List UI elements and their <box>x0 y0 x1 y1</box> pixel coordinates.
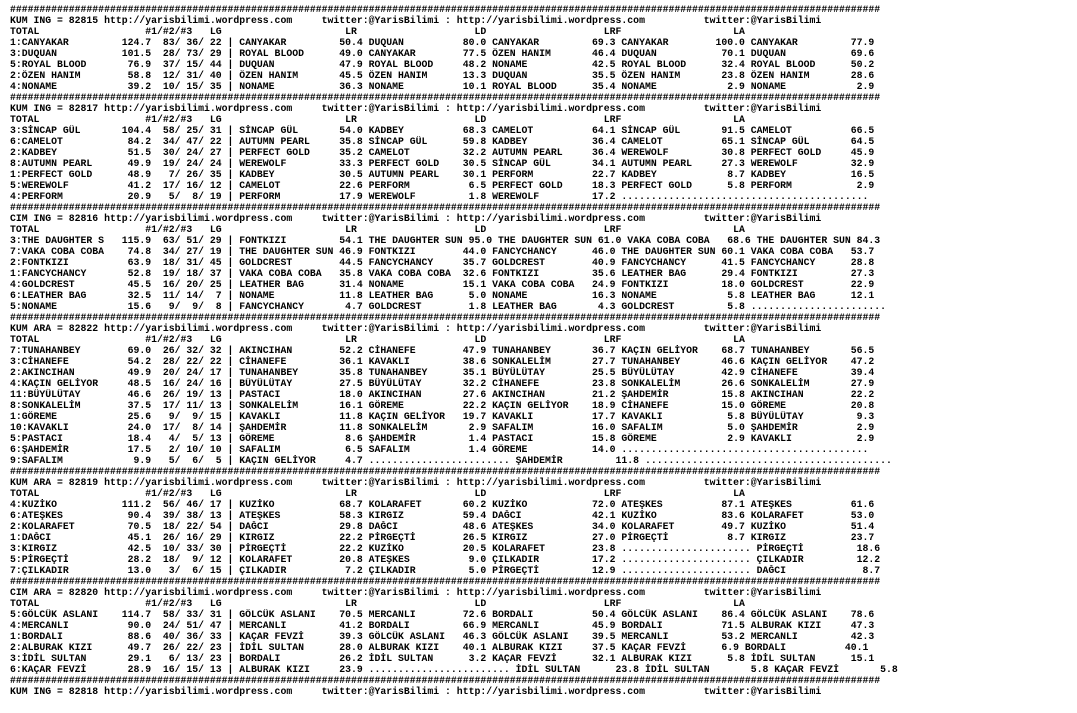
data-row: 2:KADBEY 51.5 30/ 24/ 27 | PERFECT GOLD 35.2 CAMELOT 32.2 AUTUMN PEARL 36.4 WEREWOLF 30.8 PERFECT GOLD 45.9 <box>10 147 875 158</box>
race-header-line: KUM ING = 82815 http://yarisbilimi.wordpress.com twitter:@YarisBilimi : http://yarisbilimi.wordpress.com twitter:@YarisBilimi <box>10 15 822 26</box>
race-header-line: KUM ING = 82818 http://yarisbilimi.wordpress.com twitter:@YarisBilimi : http://yarisbilimi.wordpress.com twitter:@YarisBilimi <box>10 686 822 697</box>
data-row: 11:BÜYÜLÜTAY 46.6 26/ 19/ 13 | PASTACI 18.0 AKINCIHAN 27.6 AKINCIHAN 21.2 ŞAHDEMİR 15.8 AKINCIHAN 22.2 <box>10 389 875 400</box>
data-row: 5:WEREWOLF 41.2 17/ 16/ 12 | CAMELOT 22.6 PERFORM 6.5 PERFECT GOLD 18.3 PERFECT GOLD 5.8 PERFORM 2.9 <box>10 180 875 191</box>
column-header-line: TOTAL #1/#2/#3 LG LR LD LRF LA <box>10 334 745 345</box>
data-row: 4:KUZİKO 111.2 56/ 46/ 17 | KUZİKO 68.7 KOLARAFET 60.2 KUZİKO 72.0 ATEŞKES 87.1 ATEŞKES 61.6 <box>10 499 875 510</box>
data-row: 1:CANYAKAR 124.7 83/ 36/ 22 | CANYAKAR 50.4 DUQUAN 80.0 CANYAKAR 69.3 CANYAKAR 100.0 CANYAKAR 77.9 <box>10 37 875 48</box>
separator-line: #################################################################################################################################################### <box>10 312 881 323</box>
column-header-line: TOTAL #1/#2/#3 LG LR LD LRF LA <box>10 114 745 125</box>
data-row: 3:DUQUAN 101.5 28/ 73/ 29 | ROYAL BLOOD 49.0 CANYAKAR 77.5 ÖZEN HANIM 46.4 DUQUAN 70.1 DUQUAN 69.6 <box>10 48 875 59</box>
data-row: 5:NONAME 15.6 9/ 9/ 8 | FANCYCHANCY 4.7 GOLDCREST 1.8 LEATHER BAG 4.3 GOLDCREST 5.8 ....................... <box>10 301 886 312</box>
data-row: 7:TUNAHANBEY 69.0 26/ 32/ 32 | AKINCIHAN 52.2 CİHANEFE 47.9 TUNAHANBEY 36.7 KAÇIN GELİYOR 68.7 TUNAHANBEY 56.5 <box>10 345 875 356</box>
data-row: 9:SAFALIM 9.9 5/ 6/ 5 | KAÇIN GELİYOR 4.7 ........................ ŞAHDEMİR 11.8 .......................................... <box>10 455 892 466</box>
data-row: 5:PİRGEÇTİ 28.2 18/ 9/ 12 | KOLARAFET 20.8 ATEŞKES 9.0 ÇILKADIR 17.2 ...................... ÇILKADIR 12.2 <box>10 554 881 565</box>
separator-line: #################################################################################################################################################### <box>10 202 881 213</box>
separator-line: #################################################################################################################################################### <box>10 576 881 587</box>
data-row: 6:ATEŞKES 90.4 39/ 38/ 13 | ATEŞKES 58.3 KIRGIZ 59.4 DAĞCI 42.1 KUZİKO 83.6 KOLARAFET 53.0 <box>10 510 875 521</box>
data-row: 2:ALBURAK KIZI 49.7 26/ 22/ 23 | İDİL SULTAN 28.0 ALBURAK KIZI 40.1 ALBURAK KIZI 37.5 KAÇAR FEVZİ 6.9 BORDALI 40.1 <box>10 642 869 653</box>
race-header-line: KUM ARA = 82819 http://yarisbilimi.wordpress.com twitter:@YarisBilimi : http://yarisbilimi.wordpress.com twitter:@YarisBilimi <box>10 477 822 488</box>
race-header-line: KUM ARA = 82822 http://yarisbilimi.wordpress.com twitter:@YarisBilimi : http://yarisbilimi.wordpress.com twitter:@YarisBilimi <box>10 323 822 334</box>
data-row: 1:FANCYCHANCY 52.8 19/ 18/ 37 | VAKA COBA COBA 35.8 VAKA COBA COBA 32.6 FONTKIZI 35.6 LEATHER BAG 29.4 FONTKIZI 27.3 <box>10 268 875 279</box>
race-header-line: CIM ARA = 82820 http://yarisbilimi.wordpress.com twitter:@YarisBilimi : http://yarisbilimi.wordpress.com twitter:@YarisBilimi <box>10 587 822 598</box>
separator-line: #################################################################################################################################################### <box>10 675 881 686</box>
data-row: 10:KAVAKLI 24.0 17/ 8/ 14 | ŞAHDEMİR 11.8 SONKALELİM 2.9 SAFALIM 16.0 SAFALIM 5.0 ŞAHDEMİR 2.9 <box>10 422 875 433</box>
data-row: 6:ŞAHDEMİR 17.5 2/ 10/ 10 | SAFALIM 6.5 SAFALIM 1.4 GÖREME 14.0 .......................................... <box>10 444 869 455</box>
data-row: 4:MERCANLI 90.0 24/ 51/ 47 | MERCANLI 41.2 BORDALI 66.9 MERCANLI 45.9 BORDALI 71.5 ALBURAK KIZI 47.3 <box>10 620 875 631</box>
data-row: 2:AKINCIHAN 49.9 20/ 24/ 17 | TUNAHANBEY 35.8 TUNAHANBEY 35.1 BÜYÜLÜTAY 25.5 BÜYÜLÜTAY 42.9 CİHANEFE 39.4 <box>10 367 875 378</box>
data-row: 5:ROYAL BLOOD 76.9 37/ 15/ 44 | DUQUAN 47.9 ROYAL BLOOD 48.2 NONAME 42.5 ROYAL BLOOD 32.4 ROYAL BLOOD 50.2 <box>10 59 875 70</box>
data-row: 4:GOLDCREST 45.5 16/ 20/ 25 | LEATHER BAG 31.4 NONAME 15.1 VAKA COBA COBA 24.9 FONTKIZI 18.0 GOLDCREST 22.9 <box>10 279 875 290</box>
data-row: 8:AUTUMN PEARL 49.9 19/ 24/ 24 | WEREWOLF 33.3 PERFECT GOLD 30.5 SİNCAP GÜL 34.1 AUTUMN PEARL 27.3 WEREWOLF 32.9 <box>10 158 875 169</box>
column-header-line: TOTAL #1/#2/#3 LG LR LD LRF LA <box>10 488 745 499</box>
column-header-line: TOTAL #1/#2/#3 LG LR LD LRF LA <box>10 26 745 37</box>
data-row: 6:KAÇAR FEVZİ 28.9 16/ 15/ 13 | ALBURAK KIZI 23.9 ........................ İDİL SULTAN 23.8 İDİL SULTAN 5.8 KAÇAR FEVZİ 5.8 <box>10 664 898 675</box>
data-row: 2:ÖZEN HANIM 58.8 12/ 31/ 40 | ÖZEN HANIM 45.5 ÖZEN HANIM 13.3 DUQUAN 35.5 ÖZEN HANIM 23.8 ÖZEN HANIM 28.6 <box>10 70 875 81</box>
data-row: 3:THE DAUGHTER S 115.9 63/ 51/ 29 | FONTKIZI 54.1 THE DAUGHTER SUN 95.0 THE DAUGHTER SUN 61.0 VAKA COBA COBA 68.6 THE DAUGHTER SUN 84.3 <box>10 235 881 246</box>
data-row: 6:LEATHER BAG 32.5 11/ 14/ 7 | NONAME 11.8 LEATHER BAG 5.0 NONAME 16.3 NONAME 5.8 LEATHER BAG 12.1 <box>10 290 875 301</box>
data-row: 5:GÖLCÜK ASLANI 114.7 58/ 33/ 31 | GÖLCÜK ASLANI 70.5 MERCANLI 72.6 BORDALI 50.4 GÖLCÜK ASLANI 86.4 GÖLCÜK ASLANI 78.6 <box>10 609 875 620</box>
data-row: 7:VAKA COBA COBA 74.8 34/ 27/ 19 | THE DAUGHTER SUN 46.9 FONTKIZI 44.0 FANCYCHANCY 46.0 THE DAUGHTER SUN 60.1 VAKA COBA COBA 53.7 <box>10 246 875 257</box>
separator-line: #################################################################################################################################################### <box>10 4 881 15</box>
data-row: 6:CAMELOT 84.2 34/ 47/ 22 | AUTUMN PEARL 35.8 SİNCAP GÜL 59.8 KADBEY 36.4 CAMELOT 65.1 SİNCAP GÜL 64.5 <box>10 136 875 147</box>
data-row: 5:PASTACI 18.4 4/ 5/ 13 | GÖREME 8.6 ŞAHDEMİR 1.4 PASTACI 15.8 GÖREME 2.9 KAVAKLI 2.9 <box>10 433 875 444</box>
race-header-line: KUM ING = 82817 http://yarisbilimi.wordpress.com twitter:@YarisBilimi : http://yarisbilimi.wordpress.com twitter:@YarisBilimi <box>10 103 822 114</box>
data-row: 2:FONTKIZI 63.9 18/ 31/ 45 | GOLDCREST 44.5 FANCYCHANCY 35.7 GOLDCREST 40.9 FANCYCHANCY 41.5 FANCYCHANCY 28.8 <box>10 257 875 268</box>
data-row: 1:GÖREME 25.6 9/ 9/ 15 | KAVAKLI 11.8 KAÇIN GELİYOR 19.7 KAVAKLI 17.7 KAVAKLI 5.8 BÜYÜLÜTAY 9.3 <box>10 411 875 422</box>
race-header-line: CIM ING = 82816 http://yarisbilimi.wordpress.com twitter:@YarisBilimi : http://yarisbilimi.wordpress.com twitter:@YarisBilimi <box>10 213 822 224</box>
data-row: 1:DAĞCI 45.1 26/ 16/ 29 | KIRGIZ 22.2 PİRGEÇTİ 26.5 KIRGIZ 27.0 PİRGEÇTİ 8.7 KIRGIZ 23.7 <box>10 532 875 543</box>
data-row: 3:İDİL SULTAN 29.1 6/ 13/ 23 | BORDALI 26.2 İDİL SULTAN 3.2 KAÇAR FEVZİ 32.1 ALBURAK KIZI 5.8 İDİL SULTAN 15.1 <box>10 653 875 664</box>
data-row: 1:PERFECT GOLD 48.9 7/ 26/ 35 | KADBEY 30.5 AUTUMN PEARL 30.1 PERFORM 22.7 KADBEY 8.7 KADBEY 16.5 <box>10 169 875 180</box>
data-row: 3:CİHANEFE 54.2 28/ 22/ 22 | CİHANEFE 36.1 KAVAKLI 38.6 SONKALELİM 27.7 TUNAHANBEY 46.6 KAÇIN GELİYOR 47.2 <box>10 356 875 367</box>
data-row: 4:NONAME 39.2 10/ 15/ 35 | NONAME 36.3 NONAME 10.1 ROYAL BLOOD 35.4 NONAME 2.9 NONAME 2.9 <box>10 81 875 92</box>
data-row: 4:PERFORM 20.9 5/ 8/ 19 | PERFORM 17.9 WEREWOLF 1.8 WEREWOLF 17.2 .......................................... <box>10 191 869 202</box>
data-row: 7:ÇILKADIR 13.0 3/ 6/ 15 | ÇILKADIR 7.2 ÇILKADIR 5.0 PİRGEÇTİ 12.9 ...................... DAĞCI 8.7 <box>10 565 881 576</box>
separator-line: #################################################################################################################################################### <box>10 466 881 477</box>
data-row: 3:KIRGIZ 42.5 10/ 33/ 30 | PİRGEÇTİ 22.2 KUZİKO 20.5 KOLARAFET 23.8 ...................... PİRGEÇTİ 18.6 <box>10 543 881 554</box>
data-row: 4:KAÇIN GELİYOR 48.5 16/ 24/ 16 | BÜYÜLÜTAY 27.5 BÜYÜLÜTAY 32.2 CİHANEFE 23.8 SONKALELİM 26.6 SONKALELİM 27.9 <box>10 378 875 389</box>
separator-line: #################################################################################################################################################### <box>10 92 881 103</box>
column-header-line: TOTAL #1/#2/#3 LG LR LD LRF LA <box>10 224 745 235</box>
column-header-line: TOTAL #1/#2/#3 LG LR LD LRF LA <box>10 598 745 609</box>
data-row: 1:BORDALI 88.6 40/ 36/ 33 | KAÇAR FEVZİ 39.3 GÖLCÜK ASLANI 46.3 GÖLCÜK ASLANI 39.5 MERCANLI 53.2 MERCANLI 42.3 <box>10 631 875 642</box>
data-row: 2:KOLARAFET 70.5 18/ 22/ 54 | DAĞCI 29.8 DAĞCI 48.6 ATEŞKES 34.0 KOLARAFET 49.7 KUZİKO 51.4 <box>10 521 875 532</box>
data-row: 3:SİNCAP GÜL 104.4 58/ 25/ 31 | SİNCAP GÜL 54.0 KADBEY 68.3 CAMELOT 64.1 SİNCAP GÜL 91.5 CAMELOT 66.5 <box>10 125 875 136</box>
data-row: 8:SONKALELİM 37.5 17/ 11/ 13 | SONKALELİM 16.1 GÖREME 22.2 KAÇIN GELİYOR 18.9 CİHANEFE 15.0 GÖREME 20.8 <box>10 400 875 411</box>
